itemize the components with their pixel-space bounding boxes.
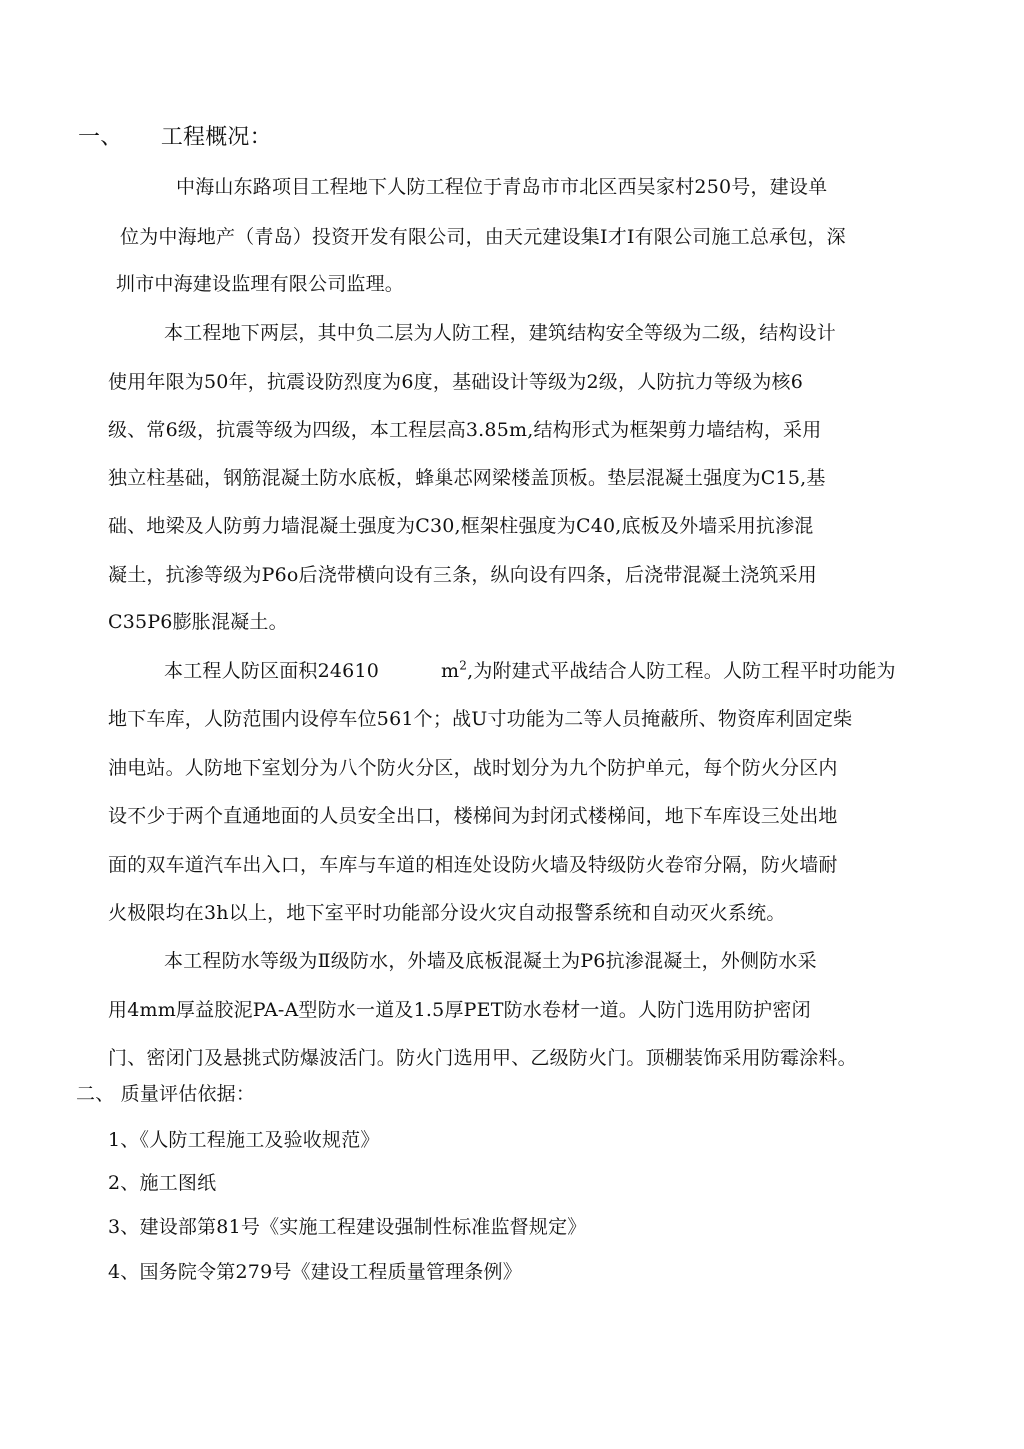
area-unit: m (441, 660, 460, 682)
paragraph-3-line-3: 油电站。人防地下室划分为八个防火分区，战时划分为九个防护单元，每个防火分区内 (108, 757, 838, 779)
section-2-heading: 二、 质量评估依据： (76, 1083, 256, 1105)
paragraph-4-line-3: 门、密闭门及悬挑式防爆波活门。防火门选用甲、乙级防火门。顶棚装饰采用防霉涂料。 (108, 1047, 857, 1069)
basis-item-2: 2、施工图纸 (108, 1172, 217, 1194)
paragraph-4-line-1: 本工程防水等级为Ⅱ级防水，外墙及底板混凝土为P6抗渗混凝土，外侧防水采 (164, 950, 817, 972)
area-text: 本工程人防区面积24610 (164, 660, 380, 682)
paragraph-3-line-4: 设不少于两个直通地面的人员安全出口，楼梯间为封闭式楼梯间，地下车库设三处出地 (108, 805, 838, 827)
paragraph-3-line-6: 火极限均在3h以上，地下室平时功能部分设火灾自动报警系统和自动灭火系统。 (108, 902, 786, 924)
paragraph-2-line-7: C35P6膨胀混凝土。 (108, 611, 288, 633)
paragraph-2-line-4: 独立柱基础，钢筋混凝土防水底板，蜂巢芯网梁楼盖顶板。垫层混凝土强度为C15,基 (108, 467, 826, 489)
paragraph-1-line-2: 位为中海地产（青岛）投资开发有限公司，由天元建设集I才I有限公司施工总承包，深 (120, 226, 846, 248)
section-1-heading (78, 124, 272, 152)
paragraph-2-line-1: 本工程地下两层，其中负二层为人防工程，建筑结构安全等级为二级，结构设计 (164, 322, 837, 344)
paragraph-1-line-3: 圳市中海建设监理有限公司监理。 (116, 273, 405, 295)
section-1-title: 工程概况： (160, 125, 272, 150)
paragraph-1-line-1: 中海山东路项目工程地下人防工程位于青岛市市北区西吴家村250号，建设单 (176, 176, 828, 198)
paragraph-3-line-1 (164, 659, 896, 683)
paragraph-3-line-5: 面的双车道汽车出入口，车库与车道的相连处设防火墙及特级防火卷帘分隔，防火墙耐 (108, 854, 838, 876)
paragraph-4-line-2: 用4mm厚益胶泥PA-A型防水一道及1.5厚PET防水卷材一道。人防门选用防护密闭 (108, 999, 811, 1021)
basis-item-4: 4、国务院令第279号《建设工程质量管理条例》 (108, 1261, 522, 1283)
paragraph-2-line-2: 使用年限为50年，抗震设防烈度为6度，基础设计等级为2级，人防抗力等级为核6 (108, 371, 804, 393)
paragraph-3-line-2: 地下车库，人防范围内设停车位561个；战U寸功能为二等人员掩蔽所、物资库利固定柴 (108, 708, 853, 730)
paragraph-2-line-3: 级、常6级，抗震等级为四级，本工程层高3.85m,结构形式为框架剪力墙结构，采用 (108, 419, 822, 441)
paragraph-3-line-1-rest: ,为附建式平战结合人防工程。人防工程平时功能为 (467, 660, 896, 682)
area-unit-superscript: 2 (459, 658, 468, 673)
basis-item-1: 1、《人防工程施工及验收规范》 (108, 1129, 380, 1151)
paragraph-2-line-6: 凝土，抗渗等级为P6o后浇带横向设有三条，纵向设有四条，后浇带混凝土浇筑采用 (108, 564, 817, 586)
section-1-number: 一、 (78, 125, 123, 150)
paragraph-2-line-5: 础、地梁及人防剪力墙混凝土强度为C30,框架柱强度为C40,底板及外墙采用抗渗混 (108, 515, 814, 537)
basis-item-3: 3、建设部第81号《实施工程建设强制性标准监督规定》 (108, 1216, 587, 1238)
